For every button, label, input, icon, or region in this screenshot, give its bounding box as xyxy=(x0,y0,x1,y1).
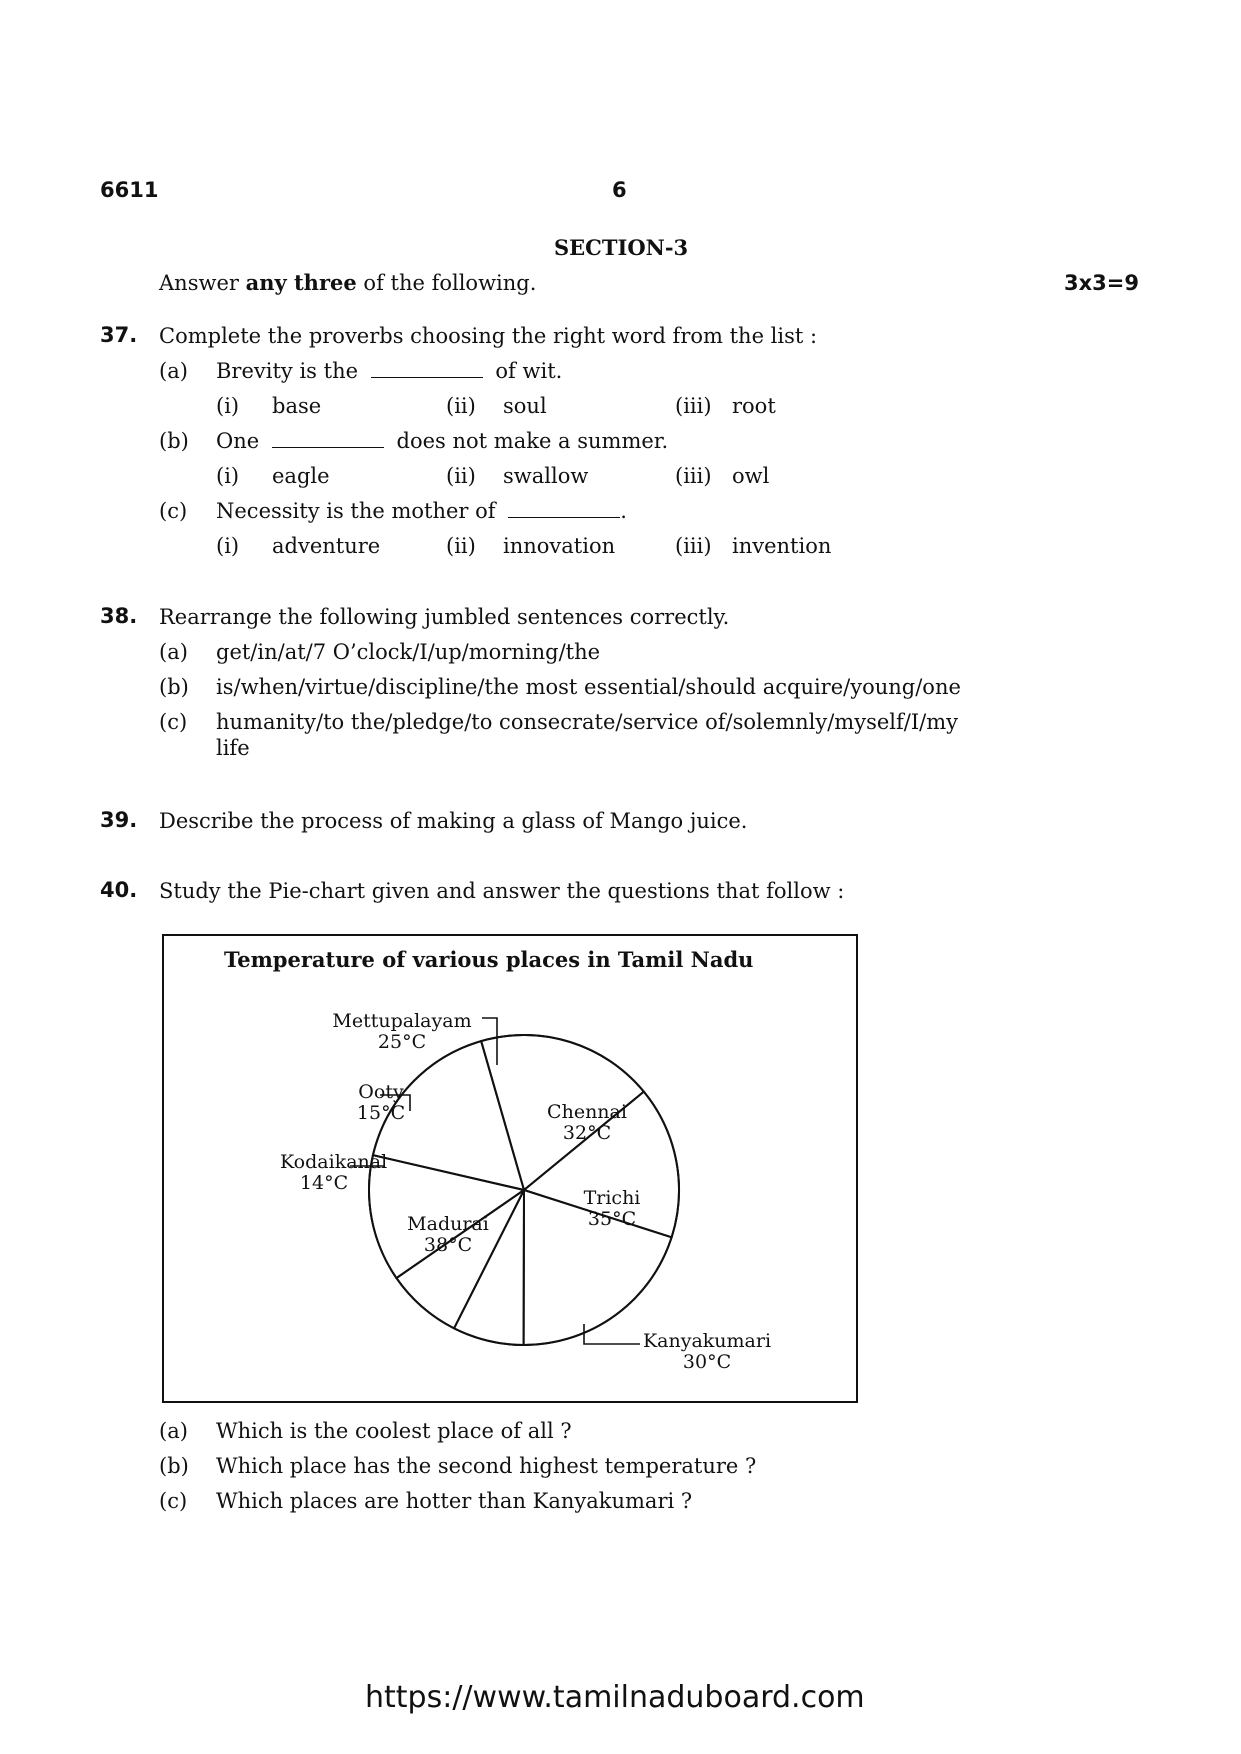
paper-code: 6611 xyxy=(100,178,159,202)
slice-label-madurai: Madurai xyxy=(407,1213,489,1235)
chart-title: Temperature of various places in Tamil Nadu xyxy=(224,947,754,972)
question-38-text: Rearrange the following jumbled sentences correctly. xyxy=(159,605,730,629)
footer-url[interactable]: https://www.tamilnaduboard.com xyxy=(365,1680,865,1715)
option-label: (iii) xyxy=(675,464,712,488)
option-value: eagle xyxy=(272,464,330,488)
option-value: invention xyxy=(732,534,832,558)
q38-part-a-text: get/in/at/7 O’clock/I/up/morning/the xyxy=(216,640,601,664)
q37-c-post: . xyxy=(620,499,627,523)
slice-label-trichi: Trichi xyxy=(583,1187,641,1209)
question-number-38: 38. xyxy=(100,604,138,628)
slice-value-ooty: 15°C xyxy=(356,1102,406,1124)
q37-b-post: does not make a summer. xyxy=(396,429,669,453)
q37-c-pre: Necessity is the mother of xyxy=(216,499,496,523)
answer-blank xyxy=(508,497,620,518)
option-value: root xyxy=(732,394,776,418)
answer-blank xyxy=(371,357,483,378)
answer-blank xyxy=(272,427,384,448)
page-number: 6 xyxy=(612,178,627,202)
slice-value-kanyakumari: 30°C xyxy=(682,1351,732,1373)
slice-label-kanyakumari: Kanyakumari xyxy=(642,1330,772,1352)
option-label: (i) xyxy=(216,464,240,488)
slice-value-mettupalayam: 25°C xyxy=(377,1031,427,1053)
slice-value-madurai: 38°C xyxy=(423,1234,473,1256)
option-value: innovation xyxy=(503,534,616,558)
slice-value-trichi: 35°C xyxy=(587,1208,637,1230)
option-value: owl xyxy=(732,464,770,488)
instruction-text-end: of the following. xyxy=(356,271,537,295)
q37-part-b-text xyxy=(216,426,668,456)
option-value: soul xyxy=(503,394,547,418)
slice-label-ooty: Ooty xyxy=(358,1081,404,1103)
q37-part-b-label: (b) xyxy=(159,429,189,453)
q40-part-c-label: (c) xyxy=(159,1489,188,1513)
question-number-37: 37. xyxy=(100,323,138,347)
q37-b-pre: One xyxy=(216,429,260,453)
option-label: (i) xyxy=(216,394,240,418)
pie-chart xyxy=(162,934,858,1403)
option-label: (ii) xyxy=(446,534,476,558)
option-label: (iii) xyxy=(675,534,712,558)
q40-part-a-text: Which is the coolest place of all ? xyxy=(216,1419,572,1443)
q38-part-b-label: (b) xyxy=(159,675,189,699)
question-number-39: 39. xyxy=(100,808,138,832)
question-40-text: Study the Pie-chart given and answer the questions that follow : xyxy=(159,879,845,903)
slice-label-mettupalayam: Mettupalayam xyxy=(332,1010,472,1032)
option-value: swallow xyxy=(503,464,589,488)
q38-part-c-text-cont: life xyxy=(216,736,250,760)
option-label: (ii) xyxy=(446,394,476,418)
q38-part-c-text: humanity/to the/pledge/to consecrate/service of/solemnly/myself/I/my xyxy=(216,710,958,734)
q37-part-a-text xyxy=(216,356,562,386)
instruction-emphasis: any three xyxy=(245,270,357,295)
q37-part-c-text xyxy=(216,496,627,526)
q40-part-c-text: Which places are hotter than Kanyakumari ? xyxy=(216,1489,693,1513)
option-value: adventure xyxy=(272,534,381,558)
q37-a-pre: Brevity is the xyxy=(216,359,359,383)
q37-part-a-label: (a) xyxy=(159,359,188,383)
section-title: SECTION-3 xyxy=(554,235,689,260)
option-label: (iii) xyxy=(675,394,712,418)
q38-part-a-label: (a) xyxy=(159,640,188,664)
option-value: base xyxy=(272,394,322,418)
slice-label-kodaikanal: Kodaikanal xyxy=(280,1151,388,1173)
q40-part-a-label: (a) xyxy=(159,1419,188,1443)
question-39-text: Describe the process of making a glass of Mango juice. xyxy=(159,809,748,833)
q40-part-b-text: Which place has the second highest temperature ? xyxy=(216,1454,757,1478)
q38-part-c-label: (c) xyxy=(159,710,188,734)
question-number-40: 40. xyxy=(100,878,138,902)
q37-part-c-label: (c) xyxy=(159,499,188,523)
option-label: (ii) xyxy=(446,464,476,488)
q37-a-post: of wit. xyxy=(495,359,563,383)
slice-value-chennai: 32°C xyxy=(562,1122,612,1144)
section-instruction xyxy=(159,268,536,298)
q40-part-b-label: (b) xyxy=(159,1454,189,1478)
section-marks: 3x3=9 xyxy=(1064,271,1139,295)
slice-value-kodaikanal: 14°C xyxy=(299,1172,349,1194)
question-37-text: Complete the proverbs choosing the right word from the list : xyxy=(159,324,818,348)
slice-label-chennai: Chennai xyxy=(547,1101,627,1123)
option-label: (i) xyxy=(216,534,240,558)
q38-part-b-text: is/when/virtue/discipline/the most essential/should acquire/young/one xyxy=(216,675,961,699)
instruction-text: Answer xyxy=(159,271,246,295)
